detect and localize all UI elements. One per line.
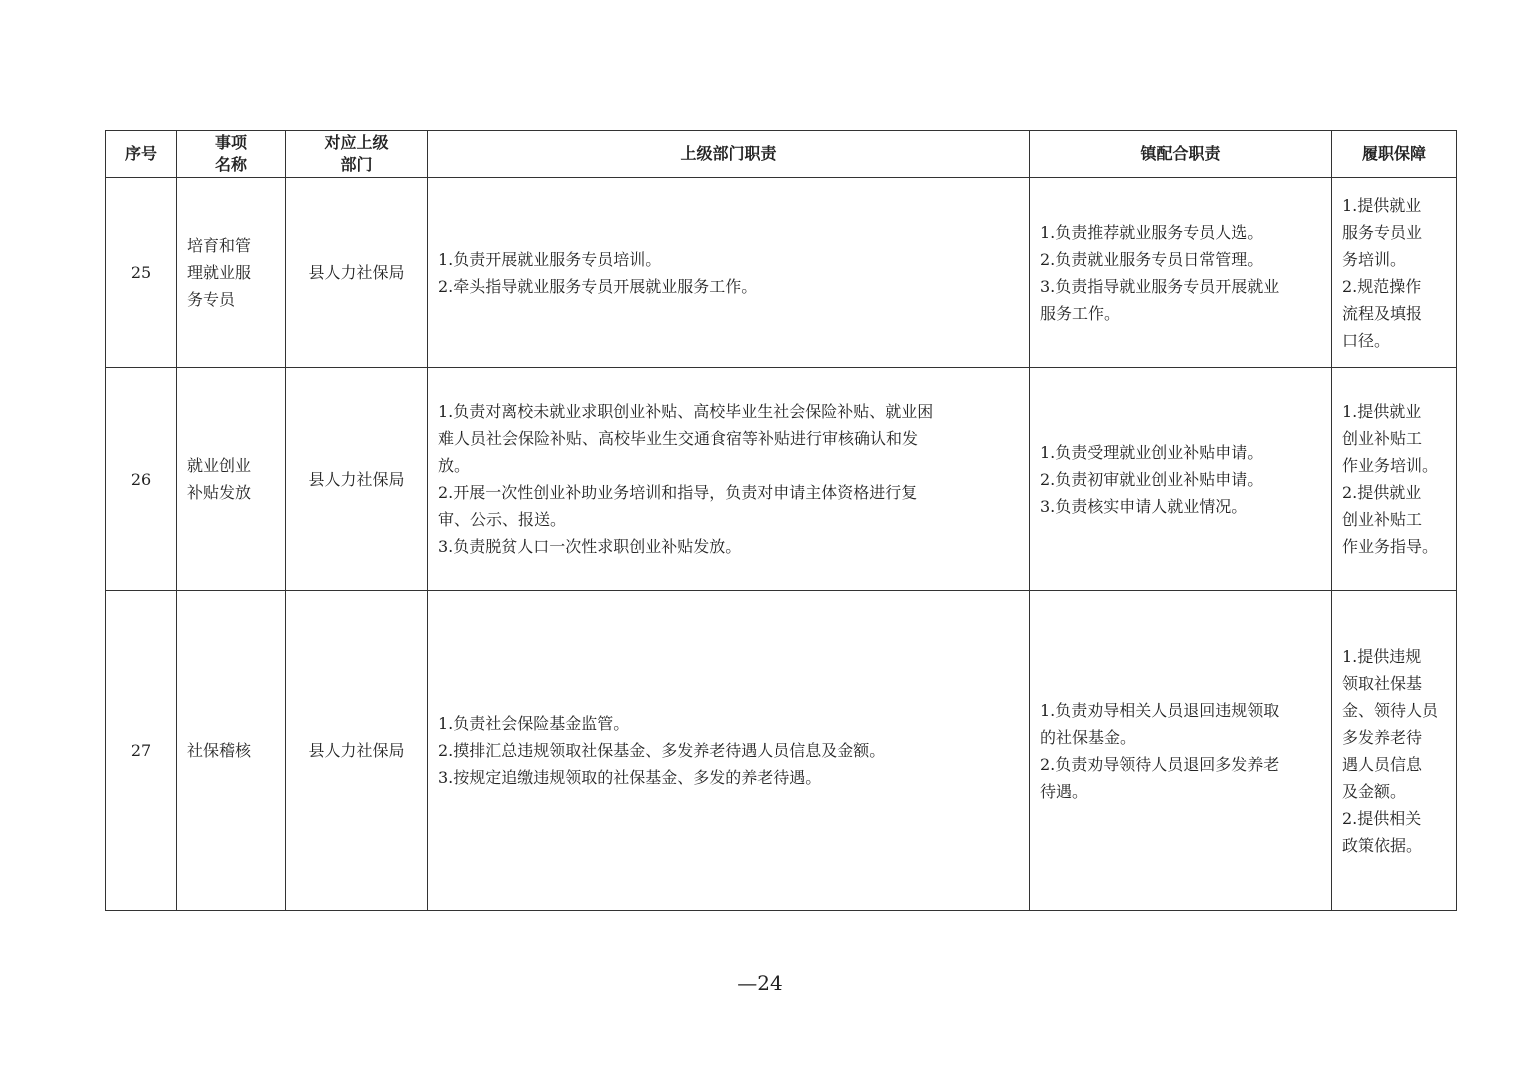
row-guarantee <box>1332 178 1457 368</box>
table-row <box>106 178 1457 368</box>
guarantee-line: 领取社保基 <box>1342 673 1423 693</box>
guarantee-line: 遇人员信息 <box>1342 754 1423 774</box>
row-num: 25 <box>106 178 177 368</box>
row-name <box>177 178 286 368</box>
guarantee-line: 1.提供就业 <box>1342 402 1422 421</box>
duty-line: 待遇。 <box>1040 781 1089 801</box>
duty-line: 2.负责初审就业创业补贴申请。 <box>1040 469 1264 489</box>
page-number: —24 <box>737 971 783 995</box>
row-superior-duty <box>428 178 1030 368</box>
guarantee-line: 金、领待人员 <box>1342 700 1439 720</box>
row-guarantee <box>1332 368 1457 591</box>
header-num: 序号 <box>106 131 177 178</box>
duty-line: 2.摸排汇总违规领取社保基金、多发养老待遇人员信息及金额。 <box>438 741 886 760</box>
guarantee-line: 口径。 <box>1342 330 1391 350</box>
header-dept-line: 部门 <box>340 155 373 174</box>
guarantee-line: 2.规范操作 <box>1342 276 1422 296</box>
row-dept: 县人力社保局 <box>286 368 428 591</box>
row-town-duty <box>1030 591 1332 911</box>
guarantee-line: 多发养老待 <box>1342 727 1423 747</box>
guarantee-line: 创业补贴工 <box>1342 510 1423 529</box>
guarantee-line: 作业务指导。 <box>1342 537 1439 556</box>
header-row <box>106 131 1457 178</box>
duty-line: 1.负责劝导相关人员退回违规领取 <box>1040 700 1280 720</box>
header-superior: 上级部门职责 <box>428 131 1030 178</box>
row-name-line: 社保稽核 <box>187 741 252 760</box>
duty-line: 1.负责开展就业服务专员培训。 <box>438 249 662 269</box>
duty-line: 1.负责对离校未就业求职创业补贴、高校毕业生社会保险补贴、就业困 <box>438 402 934 421</box>
header-dept-line: 对应上级 <box>324 133 389 152</box>
row-dept: 县人力社保局 <box>286 178 428 368</box>
duty-line: 3.负责指导就业服务专员开展就业 <box>1040 276 1280 296</box>
guarantee-line: 作业务培训。 <box>1342 456 1439 475</box>
guarantee-line: 务培训。 <box>1342 249 1407 269</box>
duty-line: 2.负责就业服务专员日常管理。 <box>1040 249 1264 269</box>
duty-line: 3.按规定追缴违规领取的社保基金、多发的养老待遇。 <box>438 768 822 787</box>
header-name <box>177 131 286 178</box>
header-dept <box>286 131 428 178</box>
row-name <box>177 368 286 591</box>
duty-line: 3.负责核实申请人就业情况。 <box>1040 496 1248 516</box>
row-name-line: 务专员 <box>187 290 236 309</box>
row-dept: 县人力社保局 <box>286 591 428 911</box>
duty-line: 难人员社会保险补贴、高校毕业生交通食宿等补贴进行审核确认和发 <box>438 429 919 448</box>
table-row <box>106 591 1457 911</box>
guarantee-line: 政策依据。 <box>1342 835 1423 855</box>
duty-line: 1.负责推荐就业服务专员人选。 <box>1040 222 1264 242</box>
guarantee-line: 及金额。 <box>1342 781 1407 801</box>
guarantee-line: 1.提供违规 <box>1342 646 1422 666</box>
header-town: 镇配合职责 <box>1030 131 1332 178</box>
row-superior-duty <box>428 591 1030 911</box>
guarantee-line: 2.提供就业 <box>1342 483 1422 502</box>
duty-line: 1.负责社会保险基金监管。 <box>438 714 630 733</box>
duty-line: 2.负责劝导领待人员退回多发养老 <box>1040 754 1280 774</box>
guarantee-line: 流程及填报 <box>1342 303 1423 323</box>
row-name <box>177 591 286 911</box>
duty-line: 1.负责受理就业创业补贴申请。 <box>1040 442 1264 462</box>
duty-table <box>105 130 1457 911</box>
duty-line: 服务工作。 <box>1040 303 1121 323</box>
header-name-line: 名称 <box>214 155 247 174</box>
guarantee-line: 1.提供就业 <box>1342 195 1422 215</box>
row-name-line: 理就业服 <box>187 263 252 282</box>
guarantee-line: 服务专员业 <box>1342 222 1423 242</box>
row-name-line: 就业创业 <box>187 456 252 475</box>
header-guarantee: 履职保障 <box>1332 131 1457 178</box>
header-name-line: 事项 <box>214 133 247 152</box>
duty-line: 2.牵头指导就业服务专员开展就业服务工作。 <box>438 276 758 296</box>
duty-line: 审、公示、报送。 <box>438 510 567 529</box>
row-name-line: 培育和管 <box>187 236 252 255</box>
row-town-duty <box>1030 368 1332 591</box>
row-num: 27 <box>106 591 177 911</box>
guarantee-line: 2.提供相关 <box>1342 808 1422 828</box>
row-superior-duty <box>428 368 1030 591</box>
row-guarantee <box>1332 591 1457 911</box>
duty-line: 的社保基金。 <box>1040 727 1137 747</box>
row-name-line: 补贴发放 <box>187 483 252 502</box>
table-row <box>106 368 1457 591</box>
duty-line: 3.负责脱贫人口一次性求职创业补贴发放。 <box>438 537 742 556</box>
guarantee-line: 创业补贴工 <box>1342 429 1423 448</box>
duty-line: 2.开展一次性创业补助业务培训和指导，负责对申请主体资格进行复 <box>438 483 918 502</box>
duty-line: 放。 <box>438 456 471 475</box>
row-num: 26 <box>106 368 177 591</box>
row-town-duty <box>1030 178 1332 368</box>
